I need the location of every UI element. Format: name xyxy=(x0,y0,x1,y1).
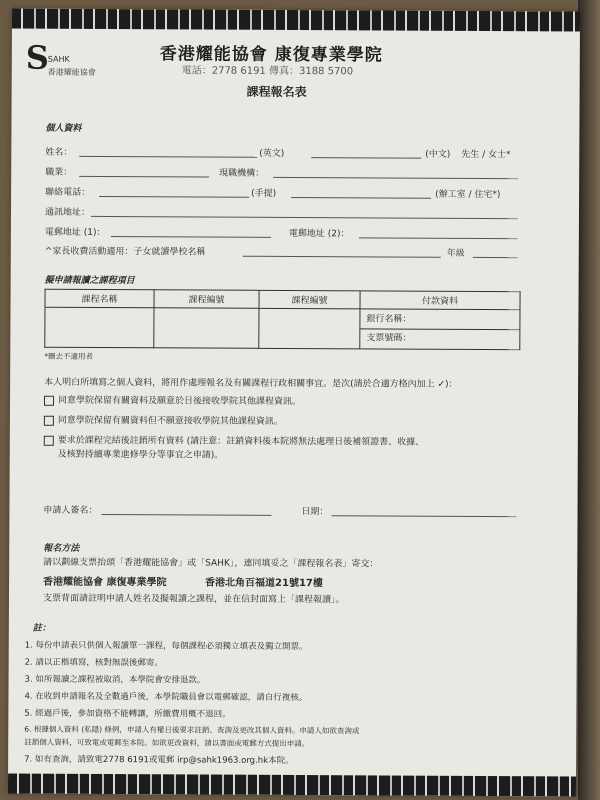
mobile-label: (手提) xyxy=(251,188,277,199)
mailing-organization: 香港耀能協會 康復專業學院 xyxy=(43,576,167,589)
occupation-label: 職業： xyxy=(45,167,73,178)
date-label: 日期： xyxy=(301,507,329,518)
note-item-cont: 註銷個人資料，可致電或電郵至本院。如欲更改資料，請以書面或電郵方式提出申請。 xyxy=(24,737,310,749)
contact-line: 電話：2778 6191 傳真：3188 5700 xyxy=(181,65,354,78)
cheque-number-row[interactable] xyxy=(360,329,519,348)
mailing-address: 香港北角百福道21號17樓 xyxy=(205,577,323,590)
checkbox[interactable] xyxy=(44,415,54,425)
section-courses: 擬申請報讀之課程項目 xyxy=(44,275,135,287)
consent-option-3-cont: 及核對持續專業進修學分等事宜之申請)。 xyxy=(57,449,224,461)
signature-label: 申請人簽名： xyxy=(43,505,98,516)
section-notes: 註： xyxy=(32,623,51,634)
course-table xyxy=(44,289,520,350)
logo-text-en: SAHK xyxy=(47,54,70,64)
consent-option-1[interactable] xyxy=(44,393,301,407)
name-en-field[interactable] xyxy=(79,156,257,158)
email2-field[interactable] xyxy=(359,237,518,239)
consent-option-3[interactable] xyxy=(44,433,424,448)
office-phone-field[interactable] xyxy=(291,197,431,199)
col-course-code-2: 課程編號 xyxy=(259,290,360,309)
organization-title: 香港耀能協會 康復專業學院 xyxy=(159,44,383,66)
consent-intro: 本人明白所填寫之個人資料，將用作處理報名及有關課程行政相關事宜。是次(請於合適方格內加上 ✓)： xyxy=(44,377,458,390)
table-surface xyxy=(578,0,600,800)
grade-label: 年級 xyxy=(446,248,465,259)
occupation-field[interactable] xyxy=(79,176,209,178)
bank-name-row[interactable] xyxy=(360,310,519,330)
section-personal-info: 個人資料 xyxy=(45,123,82,134)
note-item: 5. 經過戶後，參加資格不能轉讓，所繳費用概不退回。 xyxy=(24,708,231,720)
email2-label: 電郵地址 (2)： xyxy=(288,228,350,240)
sahk-logo xyxy=(26,39,116,87)
checkbox[interactable] xyxy=(44,395,54,405)
consent-option-3-label: 要求於課程完結後註銷所有資料 (請注意：註銷資料後本院將無法處理日後補領證書、收據、 xyxy=(57,435,425,448)
col-course-name: 課程名稱 xyxy=(45,289,154,308)
cheque-number-label: 支票號碼： xyxy=(366,333,412,344)
email1-field[interactable] xyxy=(111,236,271,238)
payment-cell xyxy=(360,309,520,350)
note-item: 2. 請以正楷填寫，核對無誤後郵寄。 xyxy=(24,657,163,669)
address-field[interactable] xyxy=(91,216,518,219)
cheque-note: 支票背面請註明申請人姓名及擬報讀之課程，並在信封面寫上「課程報讀」。 xyxy=(42,593,345,606)
section-method: 報名方法 xyxy=(43,543,80,554)
form-title: 課程報名表 xyxy=(246,84,307,100)
name-zh-field[interactable] xyxy=(311,157,421,159)
name-label: 姓名： xyxy=(45,147,73,158)
note-item: 3. 如所報讀之課程被取消，本學院會安排退款。 xyxy=(24,674,206,686)
form-paper xyxy=(8,9,580,797)
school-field[interactable] xyxy=(243,256,441,258)
note-item: 6. 根據個人資料 (私隱) 條例，申請人有權日後要求註銷、查詢及更改其個人資料。申請人如欲查詢或 xyxy=(24,724,360,736)
bank-name-label: 銀行名稱： xyxy=(366,314,412,325)
parent-school-label: ^家長收費活動適用：子女就讀學校名稱 xyxy=(44,246,206,258)
note-item: 4. 在收到申請報名及全數過戶後，本學院職員會以電郵確認，請自行複核。 xyxy=(24,691,308,704)
name-zh-label: (中文) xyxy=(425,149,451,160)
office-home-label: (辦工室 / 住宅*) xyxy=(435,189,501,201)
name-en-label: (英文) xyxy=(259,148,285,159)
consent-option-2-label: 同意學院保留有關資料但不願意接收學院其他課程資訊。 xyxy=(57,415,283,427)
signature-field[interactable] xyxy=(101,514,271,516)
mobile-field[interactable] xyxy=(99,196,249,198)
delete-footnote: *刪去不適用者 xyxy=(44,351,94,361)
email1-label: 電郵地址 (1)： xyxy=(44,227,106,239)
col-course-code-1: 課程編號 xyxy=(154,290,259,309)
title-options: 先生 / 女士* xyxy=(461,149,511,161)
note-item: 1. 每份申請表只供個人報讀單一課程，每個課程必須獨立填表及獨立開票。 xyxy=(24,640,308,653)
phone-label: 聯絡電話： xyxy=(45,187,91,198)
method-instructions: 請以劃線支票抬頭「香港耀能協會」或「SAHK」，連同填妥之「課程報名表」寄交： xyxy=(43,557,379,570)
employer-field[interactable] xyxy=(273,177,518,179)
grade-field[interactable] xyxy=(473,257,518,258)
employer-label: 現職機構： xyxy=(219,168,265,179)
address-label: 通訊地址： xyxy=(44,207,91,218)
checkbox[interactable] xyxy=(44,435,54,445)
consent-option-1-label: 同意學院保留有關資料及願意於日後接收學院其他課程資訊。 xyxy=(57,395,302,408)
course-code-cell-1[interactable] xyxy=(154,308,259,349)
logo-mark: S xyxy=(25,38,50,77)
logo-text-zh: 香港耀能協會 xyxy=(47,67,96,77)
consent-option-2[interactable] xyxy=(44,413,283,427)
decorative-border-bottom xyxy=(8,774,576,797)
course-name-cell[interactable] xyxy=(45,307,154,348)
decorative-border-top xyxy=(12,9,580,32)
note-item: 7. 如有查詢，請致電2778 6191或電郵 irp@sahk1963.org.hk本院。 xyxy=(24,754,294,767)
col-payment: 付款資料 xyxy=(360,291,520,310)
course-code-cell-2[interactable] xyxy=(259,308,360,349)
date-field[interactable] xyxy=(331,515,516,517)
